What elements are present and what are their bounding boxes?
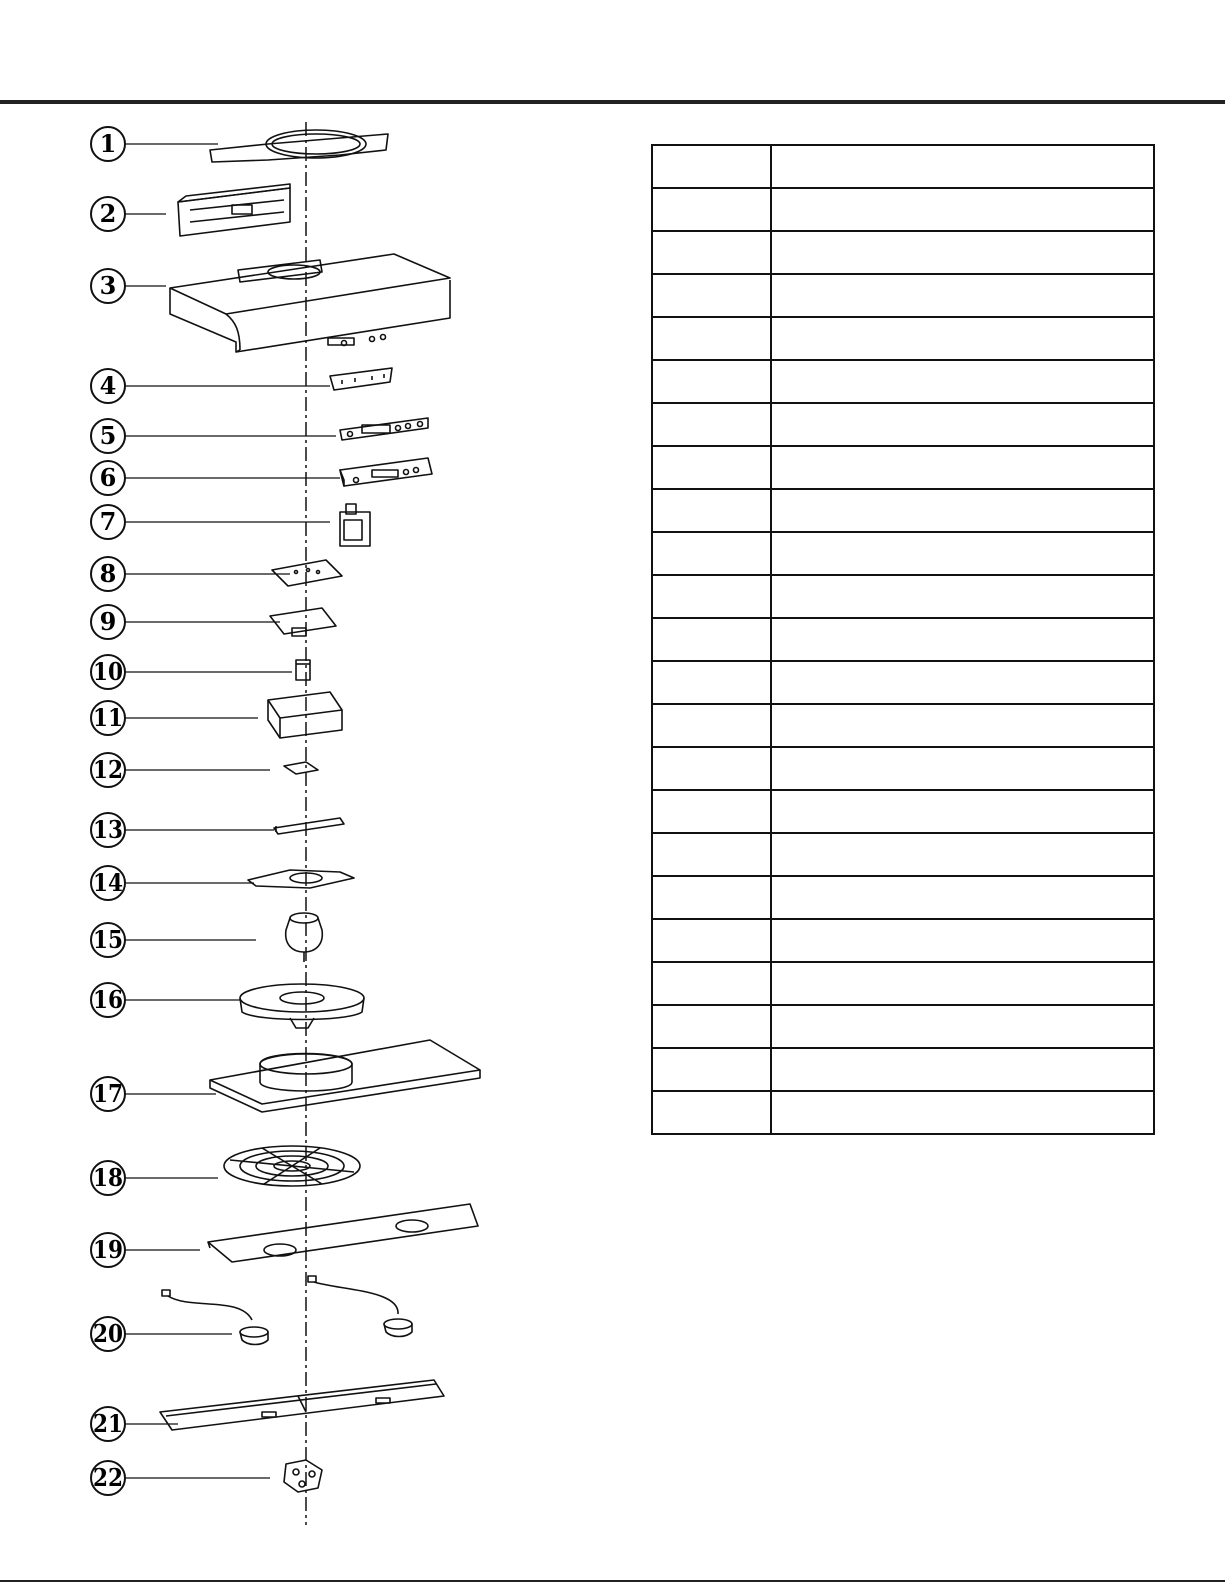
callout-9: [91, 605, 280, 639]
table-row: [652, 188, 1154, 231]
part-number-cell: [652, 188, 771, 231]
part-number-cell: [652, 317, 771, 360]
part-name-cell: [771, 317, 1154, 360]
part-name-cell: [771, 790, 1154, 833]
callout-15: [91, 923, 256, 957]
part-21-grease-filters: [160, 1380, 444, 1430]
table-row: [652, 489, 1154, 532]
callout-number: 20: [93, 1319, 123, 1348]
table-row: [652, 231, 1154, 274]
callout-number: 22: [93, 1463, 123, 1492]
callout-number: 1: [99, 129, 117, 158]
part-name-cell: [771, 919, 1154, 962]
part-19-light-panel: [208, 1204, 478, 1262]
callout-4: [91, 369, 330, 403]
callout-group: [91, 127, 340, 1495]
table-row: [652, 661, 1154, 704]
table-row: [652, 747, 1154, 790]
part-name-cell: [771, 532, 1154, 575]
callout-number: 4: [99, 371, 117, 400]
callout-22: [91, 1461, 270, 1495]
part-name-cell: [771, 489, 1154, 532]
table-row: [652, 876, 1154, 919]
callout-number: 6: [99, 463, 117, 492]
parts-table: [651, 144, 1155, 1135]
callout-number: 5: [99, 421, 117, 450]
table-row: [652, 317, 1154, 360]
table-row: [652, 575, 1154, 618]
part-13-strip: [274, 818, 344, 834]
part-number-cell: [652, 231, 771, 274]
callout-number: 9: [99, 607, 117, 636]
callout-number: 10: [93, 657, 123, 686]
callout-19: [91, 1233, 200, 1267]
callout-20: [91, 1317, 232, 1351]
table-row: [652, 1005, 1154, 1048]
part-name-cell: [771, 876, 1154, 919]
part-name-cell: [771, 575, 1154, 618]
callout-number: 13: [93, 815, 123, 844]
part-number-cell: [652, 747, 771, 790]
table-row: [652, 919, 1154, 962]
part-5-control-strip: [340, 418, 428, 440]
part-name-cell: [771, 188, 1154, 231]
part-name-cell: [771, 446, 1154, 489]
callout-5: [91, 419, 336, 453]
callout-14: [91, 866, 254, 900]
table-row: [652, 790, 1154, 833]
callout-number: 7: [99, 507, 117, 536]
table-row: [652, 532, 1154, 575]
callout-13: [91, 813, 274, 847]
part-name-cell: [771, 833, 1154, 876]
callout-16: [91, 983, 240, 1017]
part-name-cell: [771, 1005, 1154, 1048]
table-row: [652, 403, 1154, 446]
part-11-electrical-box: [268, 692, 342, 738]
part-number-cell: [652, 876, 771, 919]
callout-17: [91, 1077, 216, 1111]
part-number-cell: [652, 274, 771, 317]
part-22-screws: [284, 1460, 322, 1492]
part-number-cell: [652, 1048, 771, 1091]
part-name-cell: [771, 618, 1154, 661]
part-15-motor: [286, 913, 323, 962]
part-number-cell: [652, 575, 771, 618]
part-name-cell: [771, 661, 1154, 704]
part-name-cell: [771, 145, 1154, 188]
part-name-cell: [771, 962, 1154, 1005]
part-name-cell: [771, 1091, 1154, 1134]
part-number-cell: [652, 360, 771, 403]
part-20-light-left: [162, 1290, 268, 1345]
callout-2: [91, 197, 166, 231]
table-row: [652, 446, 1154, 489]
footer-rule: [0, 1580, 1225, 1582]
part-number-cell: [652, 1091, 771, 1134]
callout-11: [91, 701, 258, 735]
table-row: [652, 1091, 1154, 1134]
callout-number: 14: [93, 868, 123, 897]
callout-7: [91, 505, 330, 539]
callout-number: 16: [93, 985, 123, 1014]
part-number-cell: [652, 962, 771, 1005]
callout-number: 12: [93, 755, 123, 784]
callout-6: [91, 461, 340, 495]
part-number-cell: [652, 489, 771, 532]
callout-18: [91, 1161, 218, 1195]
callout-number: 15: [93, 925, 123, 954]
part-16-blower-wheel: [240, 984, 364, 1028]
table-row: [652, 1048, 1154, 1091]
table-row: [652, 274, 1154, 317]
table-row: [652, 962, 1154, 1005]
callout-number: 21: [93, 1409, 123, 1438]
part-14-motor-plate: [248, 870, 354, 888]
part-8-circuit-board: [272, 560, 342, 586]
part-number-cell: [652, 661, 771, 704]
part-17-housing-base: [210, 1040, 480, 1112]
part-number-cell: [652, 1005, 771, 1048]
part-18-fan-grille: [224, 1146, 360, 1186]
callout-number: 11: [93, 703, 123, 732]
part-name-cell: [771, 274, 1154, 317]
callout-12: [91, 753, 270, 787]
part-number-cell: [652, 790, 771, 833]
callout-number: 19: [93, 1235, 123, 1264]
part-1-duct-collar: [210, 130, 388, 162]
part-10-capacitor: [296, 660, 310, 680]
table-row: [652, 145, 1154, 188]
part-2-damper-box: [178, 184, 290, 236]
callout-number: 18: [93, 1163, 123, 1192]
part-3-hood-body: [170, 254, 450, 352]
part-12-cover-plate: [284, 762, 318, 774]
callout-3: [91, 269, 166, 303]
callout-number: 17: [93, 1079, 123, 1108]
part-name-cell: [771, 747, 1154, 790]
part-name-cell: [771, 1048, 1154, 1091]
callout-10: [91, 655, 292, 689]
part-20-light-right: [308, 1276, 412, 1337]
callout-1: [91, 127, 218, 161]
part-name-cell: [771, 360, 1154, 403]
part-4-bracket: [330, 368, 392, 390]
part-name-cell: [771, 704, 1154, 747]
part-name-cell: [771, 231, 1154, 274]
part-number-cell: [652, 145, 771, 188]
part-7-switch: [340, 504, 370, 546]
callout-number: 2: [99, 199, 117, 228]
part-number-cell: [652, 446, 771, 489]
part-6-control-panel: [340, 458, 432, 486]
part-number-cell: [652, 403, 771, 446]
part-name-cell: [771, 403, 1154, 446]
part-number-cell: [652, 618, 771, 661]
part-number-cell: [652, 919, 771, 962]
table-row: [652, 360, 1154, 403]
part-number-cell: [652, 532, 771, 575]
callout-number: 8: [99, 559, 117, 588]
table-row: [652, 704, 1154, 747]
part-number-cell: [652, 704, 771, 747]
table-row: [652, 833, 1154, 876]
callout-8: [91, 557, 290, 591]
table-row: [652, 618, 1154, 661]
callout-number: 3: [99, 271, 117, 300]
part-number-cell: [652, 833, 771, 876]
